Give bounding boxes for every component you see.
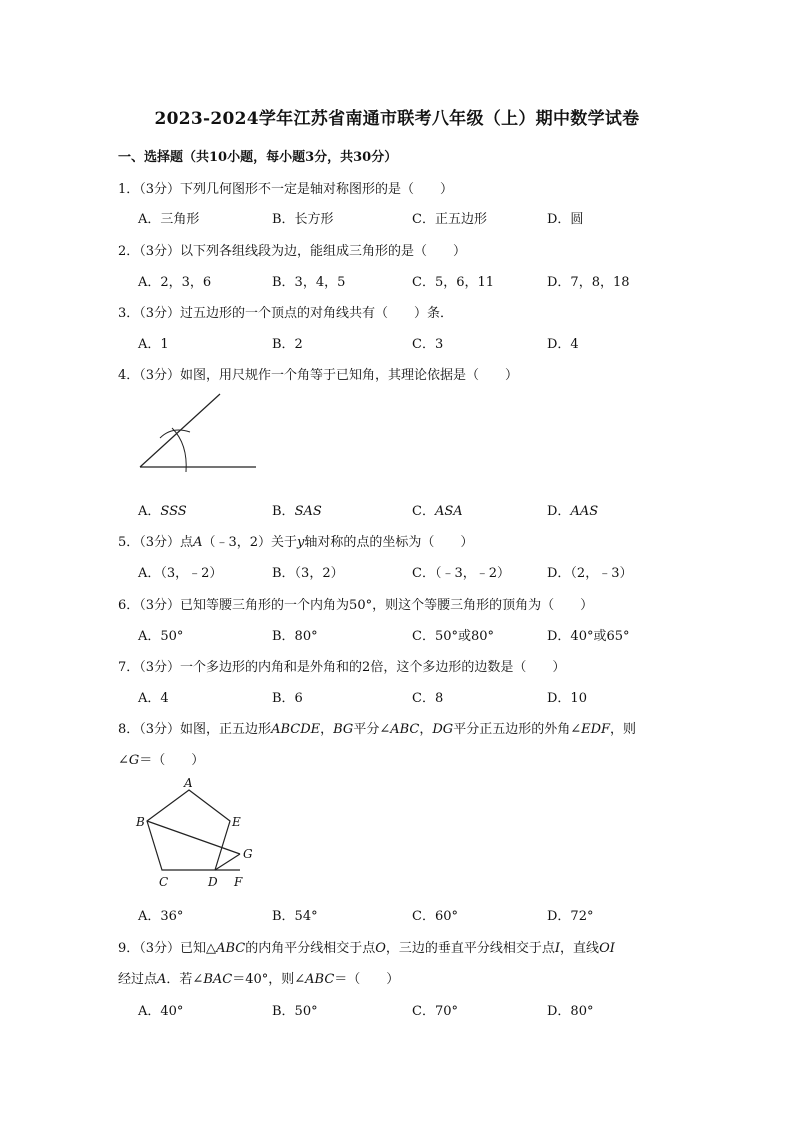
option-a[interactable]: A．2，3，6 <box>138 275 212 290</box>
question-number: 5． <box>118 535 140 550</box>
question-text: （3分）一个多边形的内角和是外角和的2倍，这个多边形的边数是（ ） <box>139 660 566 675</box>
section-heading: 一、选择题（共10小题，每小题3分，共30分） <box>118 150 398 165</box>
question-number: 6． <box>118 598 140 613</box>
bisector-bg <box>147 821 240 854</box>
text-part: ，三边的垂直平分线相交于点 <box>385 941 555 956</box>
option-a[interactable]: A．50° <box>138 629 184 644</box>
option-d[interactable]: D．（2，﹣3） <box>547 566 633 581</box>
question-7 <box>118 656 565 675</box>
question-9-line2 <box>118 968 399 987</box>
options-5 <box>138 562 698 580</box>
option-b[interactable]: B．（3，2） <box>272 566 344 581</box>
option-b[interactable]: B．80° <box>272 629 318 644</box>
option-c[interactable]: C．70° <box>412 1004 458 1019</box>
text-part: ＝（ ） <box>334 972 400 987</box>
text-part: 的内角平分线相交于点 <box>245 941 376 956</box>
options-6 <box>138 625 698 643</box>
question-text: （3分）以下列各组线段为边，能组成三角形的是（ ） <box>139 244 467 259</box>
option-value: SSS <box>160 504 187 519</box>
text-part: ．若∠ <box>166 972 204 987</box>
text-part: （3分）如图，正五边形 <box>139 722 272 737</box>
text-part: ， <box>419 722 433 737</box>
text-part: ＝（ ） <box>139 753 205 768</box>
text-part: 平分正五边形的外角∠ <box>453 722 582 737</box>
pentagon-figure <box>132 778 262 890</box>
option-d[interactable]: D．圆 <box>547 212 584 227</box>
question-text: （3分）已知等腰三角形的一个内角为50°，则这个等腰三角形的顶角为（ ） <box>139 598 594 613</box>
question-2 <box>118 240 466 259</box>
option-letter: B． <box>272 504 295 519</box>
math-name: A <box>157 972 167 987</box>
option-c[interactable]: C．60° <box>412 909 458 924</box>
question-text-part: 轴对称的点的坐标为（ ） <box>304 535 474 550</box>
option-a[interactable]: A．36° <box>138 909 184 924</box>
exam-title: 2023-2024学年江苏省南通市联考八年级（上）期中数学试卷 <box>154 109 640 129</box>
question-text: （3分）下列几何图形不一定是轴对称图形的是（ ） <box>139 182 454 197</box>
option-a[interactable]: A．40° <box>138 1004 184 1019</box>
question-number: 7． <box>118 660 140 675</box>
option-b[interactable]: B．6 <box>272 691 303 706</box>
options-2 <box>138 271 698 289</box>
options-1 <box>138 208 698 226</box>
math-name: BAC <box>203 972 233 987</box>
option-c[interactable]: C．正五边形 <box>412 212 487 227</box>
options-8 <box>138 905 698 923</box>
option-c[interactable]: C．（﹣3，﹣2） <box>412 566 510 581</box>
label-e: E <box>232 815 241 829</box>
question-8 <box>118 718 636 737</box>
option-d[interactable] <box>547 500 598 519</box>
pentagon-abcde <box>147 790 230 870</box>
text-part: 经过点 <box>118 972 158 987</box>
label-b: B <box>136 815 145 829</box>
question-number: 3． <box>118 306 140 321</box>
option-c[interactable]: C．8 <box>412 691 444 706</box>
math-name: ABC <box>305 972 335 987</box>
label-c: C <box>159 875 169 889</box>
math-name: I <box>554 941 561 956</box>
option-b[interactable] <box>272 500 322 519</box>
question-3 <box>118 302 453 321</box>
text-part: ＝40°，则∠ <box>232 972 306 987</box>
text-part: ，则 <box>610 722 637 737</box>
option-a[interactable]: A．三角形 <box>138 212 200 227</box>
label-d: D <box>208 875 218 889</box>
question-9 <box>118 937 615 956</box>
question-text: （3分）过五边形的一个顶点的对角线共有（ ）条． <box>139 306 454 321</box>
option-letter: C． <box>412 504 435 519</box>
question-4 <box>118 364 518 383</box>
question-number: 2． <box>118 244 140 259</box>
math-name: O <box>375 941 386 956</box>
option-b[interactable]: B．3，4，5 <box>272 275 346 290</box>
math-name: G <box>128 753 140 768</box>
option-b[interactable]: B．50° <box>272 1004 318 1019</box>
text-part: ， <box>320 722 334 737</box>
option-d[interactable]: D．10 <box>547 691 587 706</box>
option-d[interactable]: D．7，8，18 <box>547 275 630 290</box>
question-8-line2 <box>118 749 204 768</box>
question-number: 9． <box>118 941 140 956</box>
option-d[interactable]: D．40°或65° <box>547 629 630 644</box>
option-d[interactable]: D．4 <box>547 337 579 352</box>
option-c[interactable] <box>412 500 463 519</box>
options-3 <box>138 333 698 351</box>
text-part: 平分∠ <box>353 722 391 737</box>
options-4 <box>138 500 698 518</box>
option-letter: D． <box>547 504 571 519</box>
math-name: ABCDE <box>271 722 321 737</box>
question-5 <box>118 531 473 550</box>
option-a[interactable]: A．1 <box>138 337 169 352</box>
axis-name: y <box>297 535 305 550</box>
math-name: EDF <box>581 722 611 737</box>
option-c[interactable]: C．3 <box>412 337 444 352</box>
option-b[interactable]: B．2 <box>272 337 303 352</box>
label-g: G <box>243 847 253 861</box>
option-letter: A． <box>138 504 161 519</box>
options-9 <box>138 1000 698 1018</box>
math-name: ABC <box>390 722 420 737</box>
question-text-part: （﹣3，2）关于 <box>202 535 297 550</box>
option-b[interactable]: B．54° <box>272 909 318 924</box>
option-c[interactable]: C．5，6，11 <box>412 275 495 290</box>
text-part: ∠ <box>118 753 129 768</box>
question-6 <box>118 594 593 613</box>
option-a[interactable] <box>138 500 187 519</box>
option-a[interactable]: A．（3，﹣2） <box>138 566 223 581</box>
question-number: 8． <box>118 722 140 737</box>
option-d[interactable]: D．80° <box>547 1004 594 1019</box>
option-a[interactable]: A．4 <box>138 691 169 706</box>
text-part: ，直线 <box>560 941 600 956</box>
math-name: BG <box>333 722 354 737</box>
construction-arc-large <box>172 428 186 472</box>
question-text: （3分）如图，用尺规作一个角等于已知角，其理论依据是（ ） <box>139 368 519 383</box>
question-number: 1． <box>118 182 140 197</box>
point-name: A <box>193 535 203 550</box>
option-c[interactable]: C．50°或80° <box>412 629 495 644</box>
question-1 <box>118 178 453 197</box>
question-number: 4． <box>118 368 140 383</box>
option-d[interactable]: D．72° <box>547 909 594 924</box>
math-name: ABC <box>216 941 246 956</box>
math-name: DG <box>432 722 454 737</box>
math-name: OI <box>599 941 615 956</box>
text-part: （3分）已知△ <box>139 941 217 956</box>
angle-construction-figure <box>136 392 260 472</box>
option-value: ASA <box>434 504 463 519</box>
option-b[interactable]: B．长方形 <box>272 212 334 227</box>
label-f: F <box>234 875 243 889</box>
label-a: A <box>184 776 193 790</box>
option-value: AAS <box>570 504 599 519</box>
question-text-part: （3分）点 <box>139 535 194 550</box>
options-7 <box>138 687 698 705</box>
option-value: SAS <box>294 504 322 519</box>
